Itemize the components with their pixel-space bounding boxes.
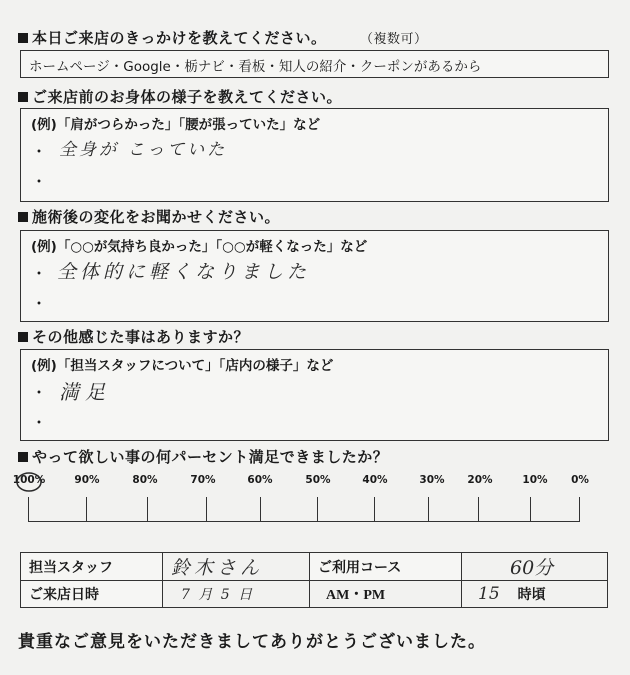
satisfaction-scale-labels (12, 474, 600, 494)
satisfaction-scale-bar (28, 495, 580, 522)
date-label: ご来店日時 (21, 581, 163, 608)
q2-answer-box (20, 108, 609, 202)
q3-example: (例)「○○が気持ち良かった」「○○が軽くなった」など (31, 239, 368, 255)
q1-heading: 本日ご来店のきっかけを教えてください。 （複数可） (18, 27, 428, 48)
scale-label: 60% (247, 474, 273, 486)
time-suffix: 時頃 (517, 587, 546, 603)
scale-tick (317, 497, 318, 521)
scale-label: 30% (419, 474, 445, 486)
q1-options: ホームページ・Google・栃ナビ・看板・知人の紹介・クーポンがあるから (29, 59, 482, 75)
q3-handwritten-answer: 全体的に軽くなりました (57, 261, 311, 283)
scale-label: 100% (12, 474, 46, 486)
bullet-dot-icon: ・ (31, 383, 48, 402)
bullet-dot-icon: ・ (31, 294, 48, 313)
square-bullet-icon (18, 212, 28, 222)
ampm-label: AM・PM (310, 581, 462, 608)
scale-label: 90% (74, 474, 100, 486)
scale-tick (579, 497, 580, 521)
scale-tick (428, 497, 429, 521)
time-value: 15 時頃 (462, 581, 608, 608)
course-label: ご利用コース (310, 553, 462, 581)
q4-heading: その他感じた事はありますか？ (18, 326, 249, 347)
scale-tick (530, 497, 531, 521)
q2-example: (例)「肩がつらかった」「腰が張っていた」など (31, 117, 321, 133)
square-bullet-icon (18, 332, 28, 342)
square-bullet-icon (18, 33, 28, 43)
scale-tick (478, 497, 479, 521)
q2-handwritten-answer: 全身が こっていた (59, 140, 228, 160)
scale-tick (86, 497, 87, 521)
table-row (21, 581, 608, 608)
q4-handwritten-answer: 満足 (59, 380, 111, 404)
q3-answer-box (20, 230, 609, 322)
q4-example: (例)「担当スタッフについて」「店内の様子」など (31, 358, 334, 374)
scale-tick (374, 497, 375, 521)
scale-label: 70% (190, 474, 216, 486)
scale-tick (147, 497, 148, 521)
q1-note: （複数可） (366, 32, 428, 47)
q5-heading: やって欲しい事の何パーセント満足できましたか？ (18, 446, 388, 467)
staff-value: 鈴木さん (163, 553, 310, 581)
scale-tick (28, 497, 29, 521)
scale-label: 0% (571, 474, 589, 486)
visit-info-table (20, 552, 608, 608)
scale-label: 80% (132, 474, 158, 486)
table-row (21, 553, 608, 581)
thanks-message: 貴重なご意見をいただきましてありがとうございました。 (18, 632, 486, 652)
selected-circle-icon (12, 470, 46, 494)
scale-label: 50% (305, 474, 331, 486)
scale-tick (206, 497, 207, 521)
scale-label: 20% (467, 474, 493, 486)
scale-label: 40% (362, 474, 388, 486)
q1-options-box (20, 50, 609, 78)
q4-answer-box (20, 349, 609, 441)
square-bullet-icon (18, 452, 28, 462)
bullet-dot-icon: ・ (31, 264, 48, 283)
bullet-dot-icon: ・ (31, 172, 48, 191)
q2-heading: ご来店前のお身体の様子を教えてください。 (18, 86, 342, 107)
scale-label: 10% (522, 474, 548, 486)
scale-tick (260, 497, 261, 521)
staff-label: 担当スタッフ (21, 553, 163, 581)
course-value: 60分 (462, 553, 608, 581)
q3-heading: 施術後の変化をお聞かせください。 (18, 206, 280, 227)
date-value: 7 月 5 日 (163, 581, 310, 608)
bullet-dot-icon: ・ (31, 142, 48, 161)
bullet-dot-icon: ・ (31, 413, 48, 432)
square-bullet-icon (18, 92, 28, 102)
